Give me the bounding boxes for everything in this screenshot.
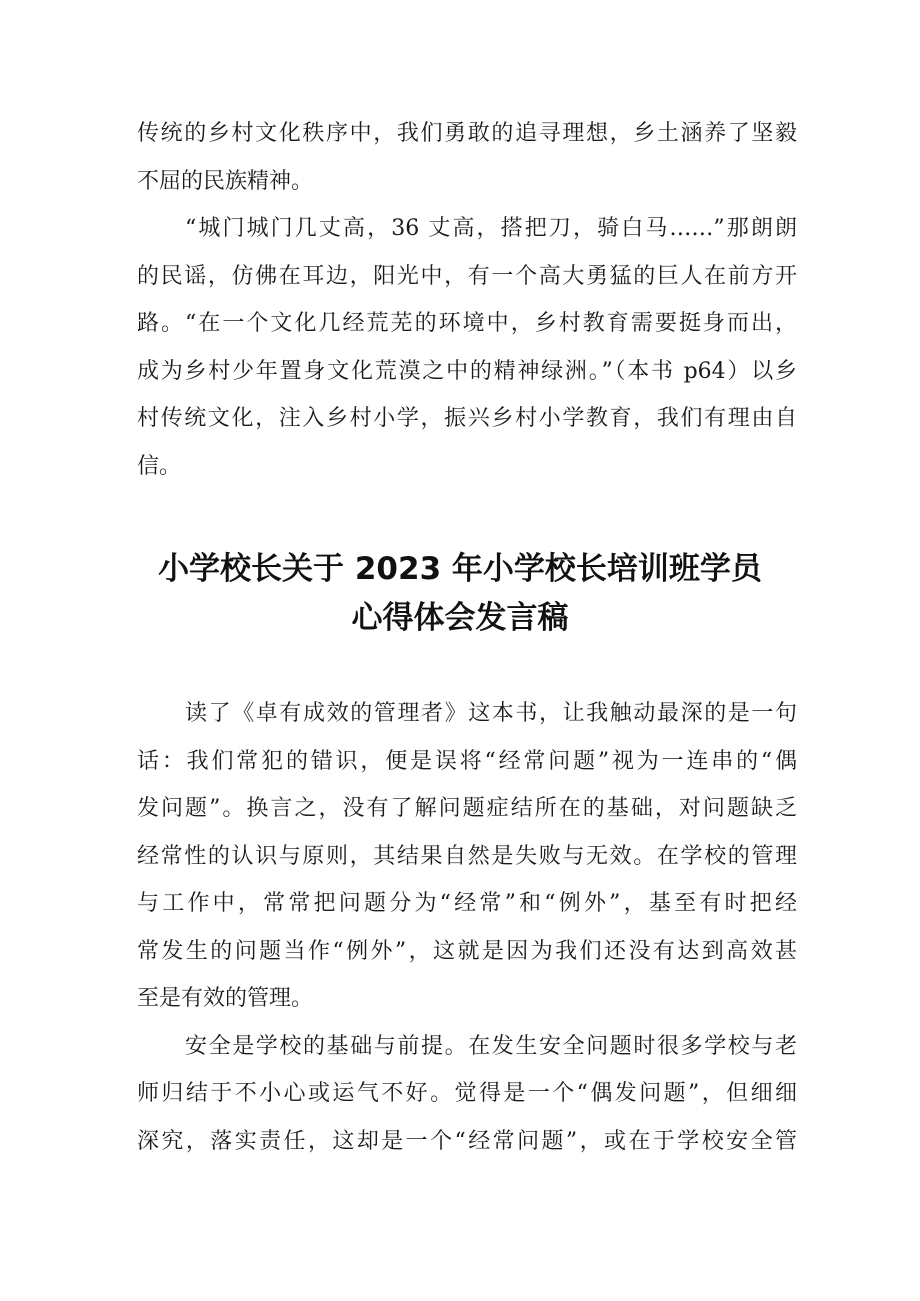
text-line: 经常性的认识与原则，其结果自然是失败与无效。在学校的管理 (137, 843, 797, 869)
text-line: 信。 (137, 453, 182, 479)
article-title-line-2: 心得体会发言稿 (351, 600, 569, 636)
text-line: 常发生的问题当作“例外”，这就是因为我们还没有达到高效甚 (137, 938, 797, 964)
text-line: 师归结于不小心或运气不好。觉得是一个“偶发问题”，但细细 (137, 1081, 797, 1106)
article-title-line-1: 小学校长关于 2023 年小学校长培训班学员 (158, 551, 762, 587)
article-body (137, 690, 797, 1165)
text-line: 读了《卓有成效的管理者》这本书，让我触动最深的是一句 (185, 701, 797, 726)
text-line: 路。“在一个文化几经荒芜的环境中，乡村教育需要挺身而出， (137, 311, 797, 336)
text-line: “城门城门几丈高，36 丈高，搭把刀，骑白马……”那朗朗 (185, 216, 797, 241)
continued-text-block (137, 110, 797, 490)
text-line: 深究，落实责任，这却是一个“经常问题”，或在于学校安全管 (137, 1128, 797, 1154)
text-line: 与工作中，常常把问题分为“经常”和“例外”，基至有时把经 (137, 891, 797, 916)
text-line: 至是有效的管理。 (137, 986, 314, 1011)
text-line: 安全是学校的基础与前提。在发生安全问题时很多学校与老 (185, 1033, 797, 1059)
text-line: 传统的乡村文化秩序中，我们勇敢的追寻理想，乡土涵养了坚毅 (137, 121, 797, 146)
text-line: 的民谣，仿佛在耳边，阳光中，有一个高大勇猛的巨人在前方开 (137, 263, 797, 289)
text-line: 话：我们常犯的错识，便是误将“经常问题”视为一连串的“偶 (137, 748, 797, 774)
text-line: 村传统文化，注入乡村小学，振兴乡村小学教育，我们有理由自 (137, 406, 797, 431)
text-line: 成为乡村少年置身文化荒漠之中的精神绿洲。”（本书 p64）以乡 (137, 358, 797, 384)
text-line: 不屈的民族精神。 (137, 168, 314, 194)
text-line: 发问题”。换言之，没有了解问题症结所在的基础，对问题缺乏 (137, 796, 797, 821)
